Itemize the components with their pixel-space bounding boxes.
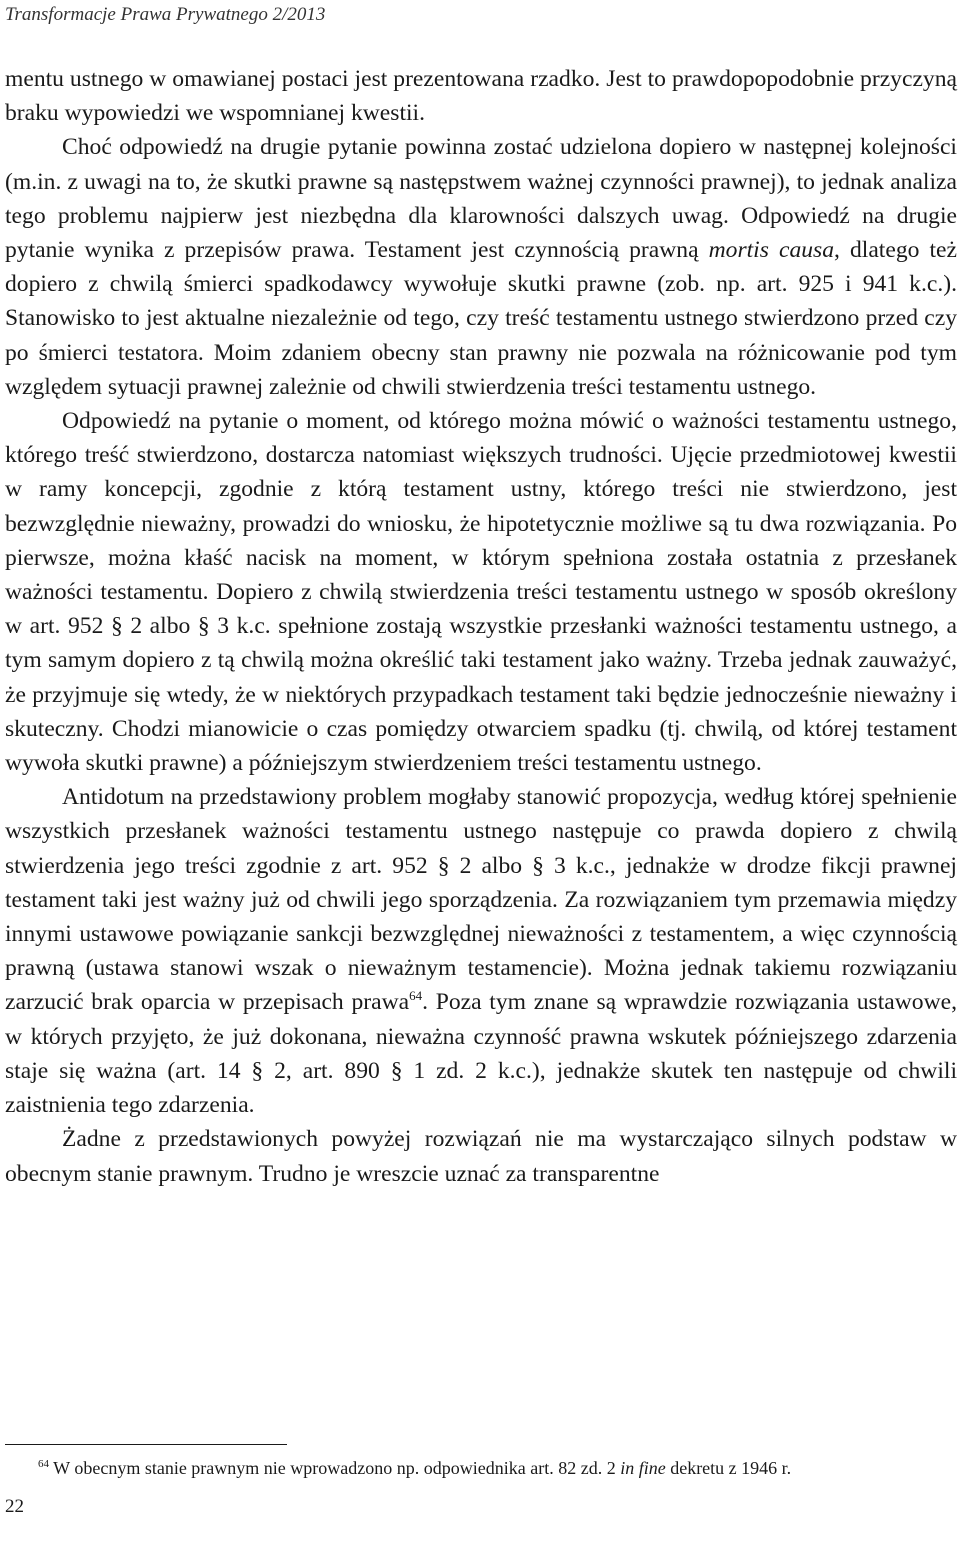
paragraph-4-text-b: . Poza tym znane są wprawdzie rozwiązania ustawowe, w których przyjęto, że już dokonana, nieważna czynność prawna wskutek późniejszego zdarzenia staje się ważna (art. 14 § 2, art. 890 § 1 zd. 2 k.c.), jednakże skutek ten następuje od chwili zaistnienia tego zdarzenia. bbox=[5, 989, 957, 1119]
footnote-reference[interactable]: 64 bbox=[409, 988, 423, 1004]
paragraph-3 bbox=[5, 404, 957, 780]
footnote-emphasis: in fine bbox=[620, 1458, 666, 1478]
footnote bbox=[5, 1456, 957, 1480]
main-text bbox=[5, 62, 957, 1191]
paragraph-4-text-a: Antidotum na przedstawiony problem mogłaby stanowić propozycja, według której spełnienie wszystkich przesłanek ważności testamentu ustnego następuje co prawda dopiero z chwilą stwierdzenia jego treści zgodnie z art. 952 § 2 albo § 3 k.c., jednakże w drodze fikcji prawnej testament taki jest ważny już od chwili jego sporządzenia. Za rozwiązaniem tym przemawia między innymi ustawowe powiązanie sankcji bezwzględnej nieważności z testamentem, a więc czynnością prawną (ustawa stanowi wszak o nieważnym testamencie). Można jednak takiemu rozwiązaniu zarzucić brak oparcia w przepisach prawa bbox=[5, 784, 957, 1016]
paragraph-1 bbox=[5, 62, 957, 130]
footnote-number: 64 bbox=[38, 1458, 49, 1470]
latin-term-mortis-causa: mortis causa bbox=[708, 237, 835, 264]
paragraph-5-text: Żadne z przedstawionych powyżej rozwiązań nie ma wystarczająco silnych podstaw w obecnym stanie prawnym. Trudno je wreszcie uznać za transparentne bbox=[5, 1126, 957, 1187]
paragraph-3-text: Odpowiedź na pytanie o moment, od którego można mówić o ważności testamentu ustnego, którego treść stwierdzono, dostarcza natomiast większych trudności. Ujęcie przedmiotowej kwestii w ramy koncepcji, zgodnie z którą testament ustny, którego treści nie stwierdzono, jest bezwzględnie nieważny, prowadzi do wniosku, że hipotetycznie możliwe są tu dwa rozwiązania. Po pierwsze, można kłaść nacisk na moment, w którym spełniona została ostatnia z przesłanek ważności testamentu. Dopiero z chwilą stwierdzenia treści testamentu ustnego w sposób określony w art. 952 § 2 albo § 3 k.c. spełnione zostają wszystkie przesłanki ważności testamentu ustnego, a tym samym dopiero z tą chwilą można określić taki testament jako ważny. Trzeba jednak zauważyć, że przyjmuje się wtedy, że w niektórych przypadkach testament taki będzie jednocześnie nieważny i skuteczny. Chodzi mianowicie o czas pomiędzy otwarciem spadku (tj. chwilą, od której testament wywoła skutki prawne) a późniejszym stwierdzeniem treści testamentu ustnego. bbox=[5, 408, 957, 777]
paragraph-2 bbox=[5, 130, 957, 404]
footnote-text-b: dekretu z 1946 r. bbox=[665, 1458, 792, 1478]
paragraph-4 bbox=[5, 780, 957, 1122]
footnote-text-a: W obecnym stanie prawnym nie wprowadzono np. odpowiednika art. 82 zd. 2 bbox=[49, 1458, 621, 1478]
paragraph-5 bbox=[5, 1122, 957, 1190]
page-number: 22 bbox=[5, 1496, 24, 1517]
footnote-separator bbox=[5, 1444, 287, 1445]
paragraph-2-text-b: , dlatego też dopiero z chwilą śmierci spadkodawcy wywołuje skutki prawne (zob. np. art. 925 i 941 k.c.). Stanowisko to jest aktualne niezależnie od tego, czy treść testamentu ustnego stwierdzono przed czy po śmierci testatora. Moim zdaniem obecny stan prawny nie pozwala na różnicowanie pod tym względem sytuacji prawnej zależnie od chwili stwierdzenia treści testamentu ustnego. bbox=[5, 237, 957, 400]
paragraph-1-text: mentu ustnego w omawianej postaci jest prezentowana rzadko. Jest to prawdopopodobnie przyczyną braku wypowiedzi we wspomnianej kwestii. bbox=[5, 66, 957, 127]
running-header: Transformacje Prawa Prywatnego 2/2013 bbox=[5, 4, 326, 25]
paragraph-2-text-a: Choć odpowiedź na drugie pytanie powinna zostać udzielona dopiero w następnej kolejności (m.in. z uwagi na to, że skutki prawne są następstwem ważnej czynności prawnej), to jednak analiza tego problemu najpierw jest niezbędna dla klarowności dalszych uwag. Odpowiedź na drugie pytanie wynika z przepisów prawa. Testament jest czynnością prawną bbox=[5, 134, 957, 264]
